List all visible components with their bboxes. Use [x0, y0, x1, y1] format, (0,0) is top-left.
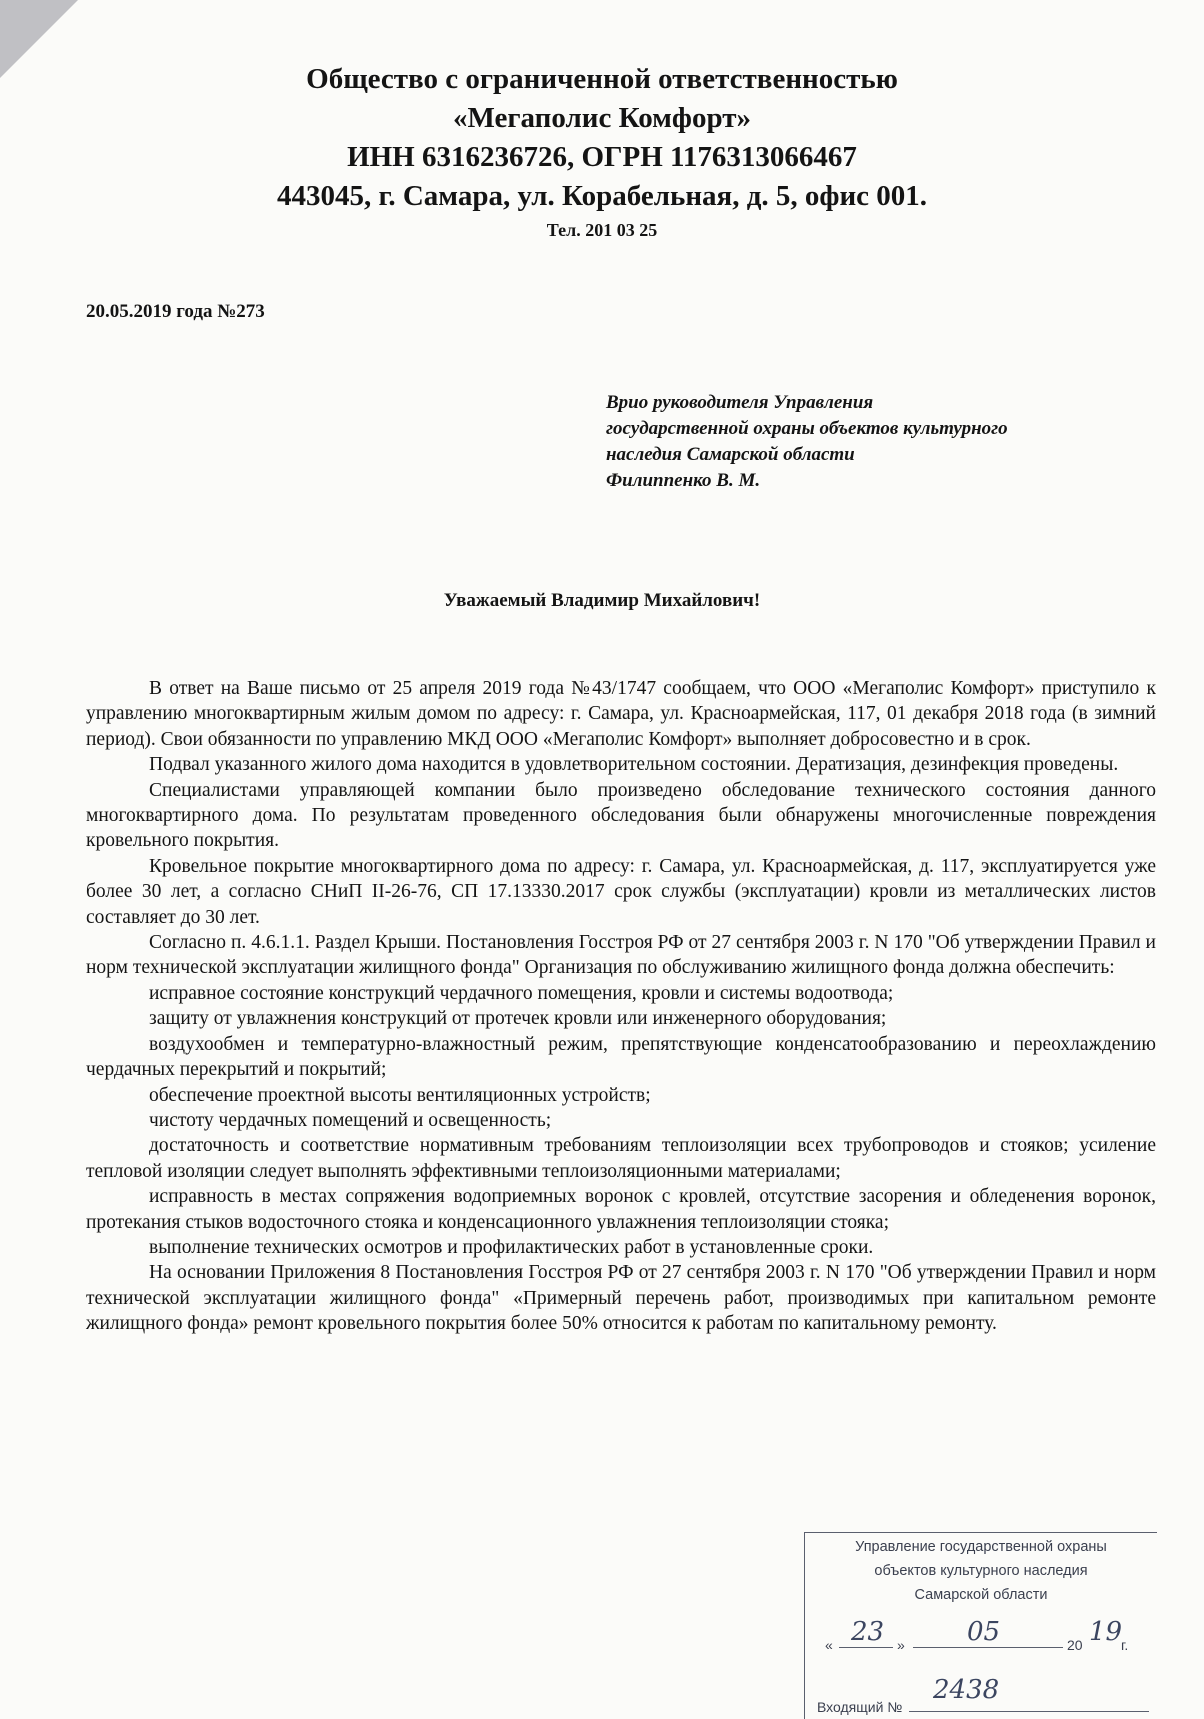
addressee-line-2: государственной охраны объектов культурного — [606, 418, 1008, 439]
addressee-name: Филиппенко В. М. — [606, 470, 761, 491]
paragraph: В ответ на Ваше письмо от 25 апреля 2019 года №43/1747 сообщаем, что ООО «Мегаполис Комфорт» приступило к управлению многоквартирным жилым домом по адресу: г. Самара, ул. Красноармейская, 117, 01 декабря 2018 года (в зимний период). Свои обязанности по управлению МКД ООО «Мегаполис Комфорт» выполняет добросовестно и в срок. — [86, 678, 1156, 750]
paragraph: Подвал указанного жилого дома находится в удовлетворительном состоянии. Дератизация, дезинфекция проведены. — [149, 754, 1119, 776]
addressee-line-1: Врио руководителя Управления — [606, 392, 874, 413]
company-form: Общество с ограниченной ответственностью — [306, 63, 898, 95]
addressee-block — [606, 390, 1008, 494]
stamp-line-1: Управление государственной охраны — [855, 1539, 1107, 1555]
registration-stamp: Управление государственной охраны объектов культурного наследия Самарской области « 23 » 05 20 19 г. Входящий № 2438 — [804, 1532, 1157, 1719]
letterhead — [0, 60, 1204, 242]
paragraph: Кровельное покрытие многоквартирного дома по адресу: г. Самара, ул. Красноармейская, д. 117, эксплуатируется уже более 30 лет, а согласно СНиП II-26-76, СП 17.13330.2017 срок службы (эксплуатации) кровли из металлических листов составляет до 30 лет. — [86, 855, 1156, 928]
letter-reference: 20.05.2019 года №273 — [86, 301, 265, 322]
stamp-line-3: Самарской области — [914, 1587, 1048, 1603]
incoming-number: 2438 — [933, 1675, 1000, 1705]
paragraph: Специалистами управляющей компании было произведено обследование технического состояния данного многоквартирного дома. По результатам проведенного обследования были обнаружены многочисленные повреждения кровельного покрытия. — [86, 779, 1156, 852]
requirement-item: исправное состояние конструкций чердачного помещения, кровли и системы водоотвода; — [149, 982, 894, 1004]
company-ids: ИНН 6316236726, ОГРН 1176313066467 — [347, 141, 857, 173]
requirement-item: выполнение технических осмотров и профилактических работ в установленные сроки. — [149, 1236, 874, 1258]
letter-body — [86, 676, 1156, 1337]
salutation: Уважаемый Владимир Михайлович! — [443, 590, 761, 611]
company-phone: Тел. 201 03 25 — [546, 220, 658, 240]
requirement-item: исправность в местах сопряжения водоприемных воронок с кровлей, отсутствие засорения и обледенения воронок, протекания стыков водосточного стояка и конденсационного увлажнения теплоизоляции стояка; — [86, 1186, 1156, 1233]
requirement-item: обеспечение проектной высоты вентиляционных устройств; — [149, 1084, 651, 1106]
company-address: 443045, г. Самара, ул. Корабельная, д. 5, офис 001. — [276, 180, 928, 212]
stamp-year-prefix: 20 — [1067, 1637, 1083, 1653]
stamp-line-2: объектов культурного наследия — [874, 1563, 1088, 1579]
paragraph: Согласно п. 4.6.1.1. Раздел Крыши. Постановления Госстроя РФ от 27 сентября 2003 г. N 170 "Об утверждении Правил и норм технической эксплуатации жилищного фонда" Организация по обслуживанию жилищного фонда должна обеспечить: — [86, 932, 1156, 979]
requirement-item: воздухообмен и температурно-влажностный режим, препятствующие конденсатообразованию и переохлаждению чердачных перекрытий и покрытий; — [86, 1033, 1156, 1081]
paragraph: На основании Приложения 8 Постановления Госстроя РФ от 27 сентября 2003 г. N 170 "Об утверждении Правил и норм технической эксплуатации жилищного фонда" «Примерный перечень работ, производимых при капитальном ремонте жилищного фонда» ремонт кровельного покрытия более 50% относится к работам по капитальному ремонту. — [86, 1262, 1156, 1335]
stamp-year: 19 — [1089, 1617, 1123, 1647]
stamp-month: 05 — [967, 1617, 1001, 1647]
incoming-label: Входящий № — [817, 1699, 903, 1715]
stamp-year-end: г. — [1121, 1637, 1129, 1653]
requirement-item: достаточность и соответствие нормативным требованиям теплоизоляции всех трубопроводов и стояков; усиление тепловой изоляции следует выполнять эффективными теплоизоляционными материалами; — [86, 1135, 1156, 1182]
addressee-line-3: наследия Самарской области — [606, 444, 855, 465]
requirement-item: защиту от увлажнения конструкций от протечек кровли или инженерного оборудования; — [149, 1008, 887, 1030]
company-name: «Мегаполис Комфорт» — [453, 102, 751, 134]
stamp-day: 23 — [851, 1617, 885, 1647]
requirement-item: чистоту чердачных помещений и освещенность; — [149, 1109, 552, 1131]
